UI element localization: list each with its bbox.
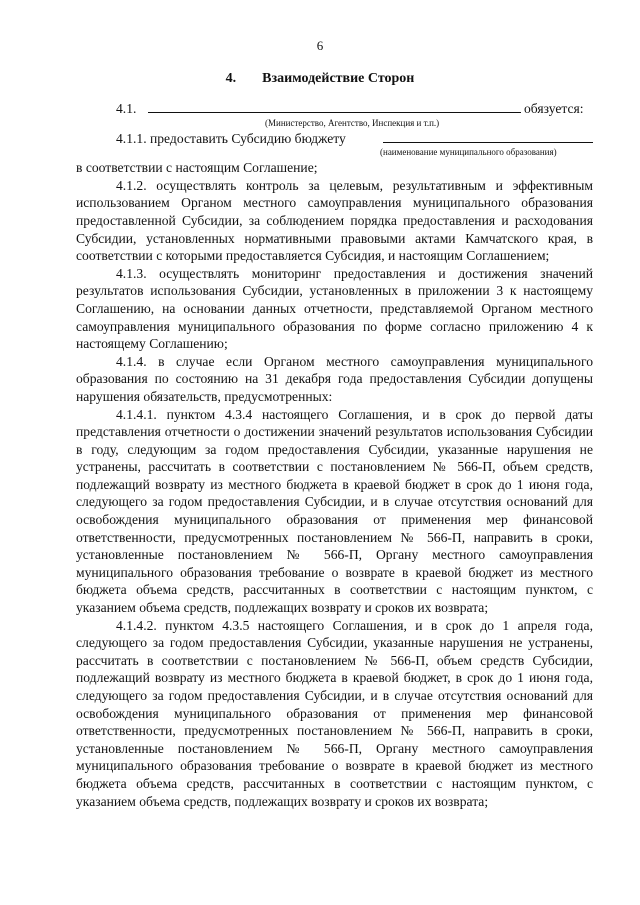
clause-4-1-3: 4.1.3. осуществлять мониторинг предоставления и достижения значений результатов использования Субсидии, установленных в приложении 3 к настоящему Соглашению, на основании данных отчетности, представляемой Органом местного самоуправления муниципального образования по форме согласно приложению 4 к настоящему Соглашению; bbox=[76, 265, 593, 352]
clause-4-1 bbox=[76, 100, 593, 118]
clause-4-1-4-1: 4.1.4.1. пунктом 4.3.4 настоящего Соглашения, и в срок до первой даты представления отчетности о достижении значений результатов использования Субсидии в году, следующим за годом предоставления Субсидии, указанные нарушения не устранены, рассчитать в соответствии с постановлением № 566-П, объем средств, подлежащий возврату из местного бюджета в краевой бюджет в срок до 1 июня года, следующего за годом предоставления Субсидии, и в случае отсутствия оснований для освобождения муниципального образования от применения мер финансовой ответственности, предусмотренных постановлением № 566-П, направить в сроки, установленные постановлением № 566-П, Органу местного самоуправления муниципального образования требование о возврате в краевой бюджет из местного бюджета объема средств, рассчитанных в соответствии с настоящим пунктом, с указанием объема средств, подлежащих возврату и сроков их возврата; bbox=[76, 406, 593, 616]
clause-4-1-2: 4.1.2. осуществлять контроль за целевым, результативным и эффективным использованием Органом местного самоуправления муниципального образования предоставленной Субсидии, за соблюдением порядка предоставления и расходования Субсидии, установленных нормативными правовыми актами Камчатского края, в соответствии с которыми предоставляется Субсидия, и настоящим Соглашением; bbox=[76, 177, 593, 264]
section-title: Взаимодействие Сторон bbox=[262, 71, 415, 86]
clause-4-1-1-continuation: в соответствии с настоящим Соглашение; bbox=[76, 160, 318, 176]
clause-4-1-obliged: обязуется: bbox=[524, 101, 584, 116]
page-number: 6 bbox=[316, 38, 324, 53]
clause-4-1-1 bbox=[76, 130, 593, 148]
section-number: 4. bbox=[225, 71, 237, 86]
clause-4-1-1-blank-field bbox=[383, 130, 593, 143]
section-heading bbox=[0, 70, 640, 88]
clause-4-1-blank-field bbox=[148, 100, 521, 113]
document-body bbox=[76, 100, 593, 810]
clause-4-1-4-2: 4.1.4.2. пунктом 4.3.5 настоящего Соглашения, и в срок до 1 апреля года, следующего за годом предоставления Субсидии, указанные нарушения не устранены, рассчитать в соответствии с постановлением № 566-П, объем средств Субсидии, подлежащий возврату из местного бюджета в краевой бюджет, в срок до 1 июня года, следующего за годом предоставления Субсидии, и в случае отсутствия оснований для освобождения муниципального образования от применения мер финансовой ответственности, предусмотренных постановлением № 566-П, направить в сроки, установленные постановлением № 566-П, Органу местного самоуправления муниципального образования требование о возврате в краевой бюджет из местного бюджета объема средств, рассчитанных в соответствии с настоящим пунктом, с указанием объема средств, подлежащих возврату и сроков их возврата; bbox=[76, 617, 593, 809]
clause-4-1-1-hint-row bbox=[76, 147, 593, 159]
clause-4-1-1-text: 4.1.1. предоставить Субсидию бюджету bbox=[116, 130, 346, 146]
clause-4-1-hint: (Министерство, Агентство, Инспекция и т.п.) bbox=[265, 117, 440, 128]
clause-4-1-number: 4.1. bbox=[116, 101, 137, 116]
clause-4-1-1-hint: (наименование муниципального образования) bbox=[380, 147, 557, 158]
clause-4-1-4: 4.1.4. в случае если Органом местного самоуправления муниципального образования по состоянию на 31 декабря года предоставления Субсидии допущены нарушения обязательств, предусмотренных: bbox=[76, 353, 593, 404]
clause-4-1-hint-row bbox=[76, 118, 593, 130]
